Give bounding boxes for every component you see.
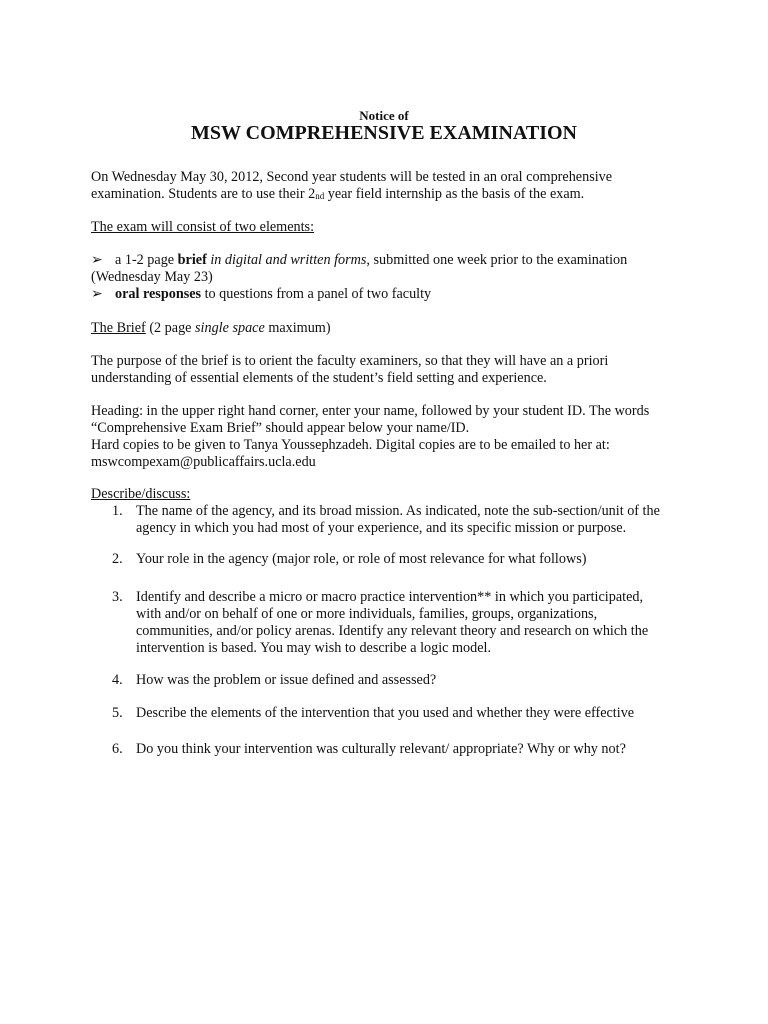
list-item-line: Do you think your intervention was culturally relevant/ appropriate? Why or why not?: [136, 741, 626, 757]
brief-paren-start: (2 page: [145, 320, 196, 336]
document-title: MSW COMPREHENSIVE EXAMINATION: [191, 122, 577, 144]
list-item-line: agency in which you had most of your experience, and its specific mission or purpose.: [136, 520, 627, 536]
list-item-line: Your role in the agency (major role, or role of most relevance for what follows): [136, 551, 587, 567]
list-item-line: The name of the agency, and its broad mission. As indicated, note the sub-section/unit of the: [136, 503, 660, 519]
heading-line-1: Heading: in the upper right hand corner, enter your name, followed by your student ID. The words: [91, 403, 650, 419]
list-item: [112, 589, 682, 657]
bullet-brief-bold: brief: [177, 252, 207, 268]
list-item-number: 4.: [112, 672, 123, 688]
brief-heading: The Brief: [91, 320, 146, 336]
arrow-bullet-icon: ➢: [91, 286, 103, 302]
bullet-brief-suffix: , submitted one week prior to the examination: [366, 252, 628, 268]
list-item-line: intervention is based. You may wish to describe a logic model.: [136, 640, 492, 656]
notice-label: Notice of: [359, 108, 409, 123]
list-item-number: 1.: [112, 503, 123, 519]
bullet-brief: [91, 252, 627, 269]
list-item-line: Identify and describe a micro or macro practice intervention** in which you participated,: [136, 589, 644, 605]
bullet-oral-suffix: to questions from a panel of two faculty: [201, 286, 432, 302]
bullet-brief-continuation: (Wednesday May 23): [91, 269, 213, 285]
describe-heading: Describe/discuss:: [91, 486, 191, 502]
list-item-line: with and/or on behalf of one or more individuals, families, groups, organizations,: [136, 606, 598, 622]
list-item: [112, 551, 682, 568]
list-item-number: 3.: [112, 589, 123, 605]
elements-heading: The exam will consist of two elements:: [91, 219, 315, 235]
list-item: [112, 672, 682, 689]
list-item-number: 6.: [112, 741, 123, 757]
purpose-paragraph: [91, 353, 691, 387]
bullet-brief-prefix: a 1-2 page: [115, 252, 178, 268]
ordinal-suffix: nd: [315, 191, 325, 201]
brief-paren-end: maximum): [264, 320, 331, 336]
list-item-line: Describe the elements of the intervention that you used and whether they were effective: [136, 705, 635, 721]
list-item-number: 2.: [112, 551, 123, 567]
list-item: [112, 503, 682, 537]
intro-line-2-end: year field internship as the basis of the exam.: [324, 186, 585, 202]
list-item-number: 5.: [112, 705, 123, 721]
heading-line-3: Hard copies to be given to Tanya Youssephzadeh. Digital copies are to be emailed to her at:: [91, 437, 610, 453]
intro-paragraph: [91, 169, 691, 205]
list-item: [112, 741, 682, 758]
bullet-oral-responses: [91, 286, 431, 303]
brief-heading-line: [91, 320, 691, 337]
brief-paren-italic: single space: [195, 320, 265, 336]
purpose-line-1: The purpose of the brief is to orient the faculty examiners, so that they will have an a priori: [91, 353, 609, 369]
arrow-bullet-icon: ➢: [91, 252, 103, 268]
list-item: [112, 705, 682, 722]
intro-line-1: On Wednesday May 30, 2012, Second year students will be tested in an oral comprehensive: [91, 169, 613, 185]
purpose-line-2: understanding of essential elements of the student’s field setting and experience.: [91, 370, 547, 386]
heading-line-2: “Comprehensive Exam Brief” should appear below your name/ID.: [91, 420, 470, 436]
intro-line-2: [91, 186, 691, 205]
list-item-line: How was the problem or issue defined and assessed?: [136, 672, 437, 688]
bullet-oral-bold: oral responses: [115, 286, 202, 302]
list-item-line: communities, and/or policy arenas. Identify any relevant theory and research on which the: [136, 623, 649, 639]
bullet-brief-italic: in digital and written forms: [206, 252, 367, 268]
email-address: mswcompexam@publicaffairs.ucla.edu: [91, 454, 316, 470]
intro-line-2-start: examination. Students are to use their 2: [91, 186, 316, 202]
heading-instructions: [91, 403, 691, 471]
